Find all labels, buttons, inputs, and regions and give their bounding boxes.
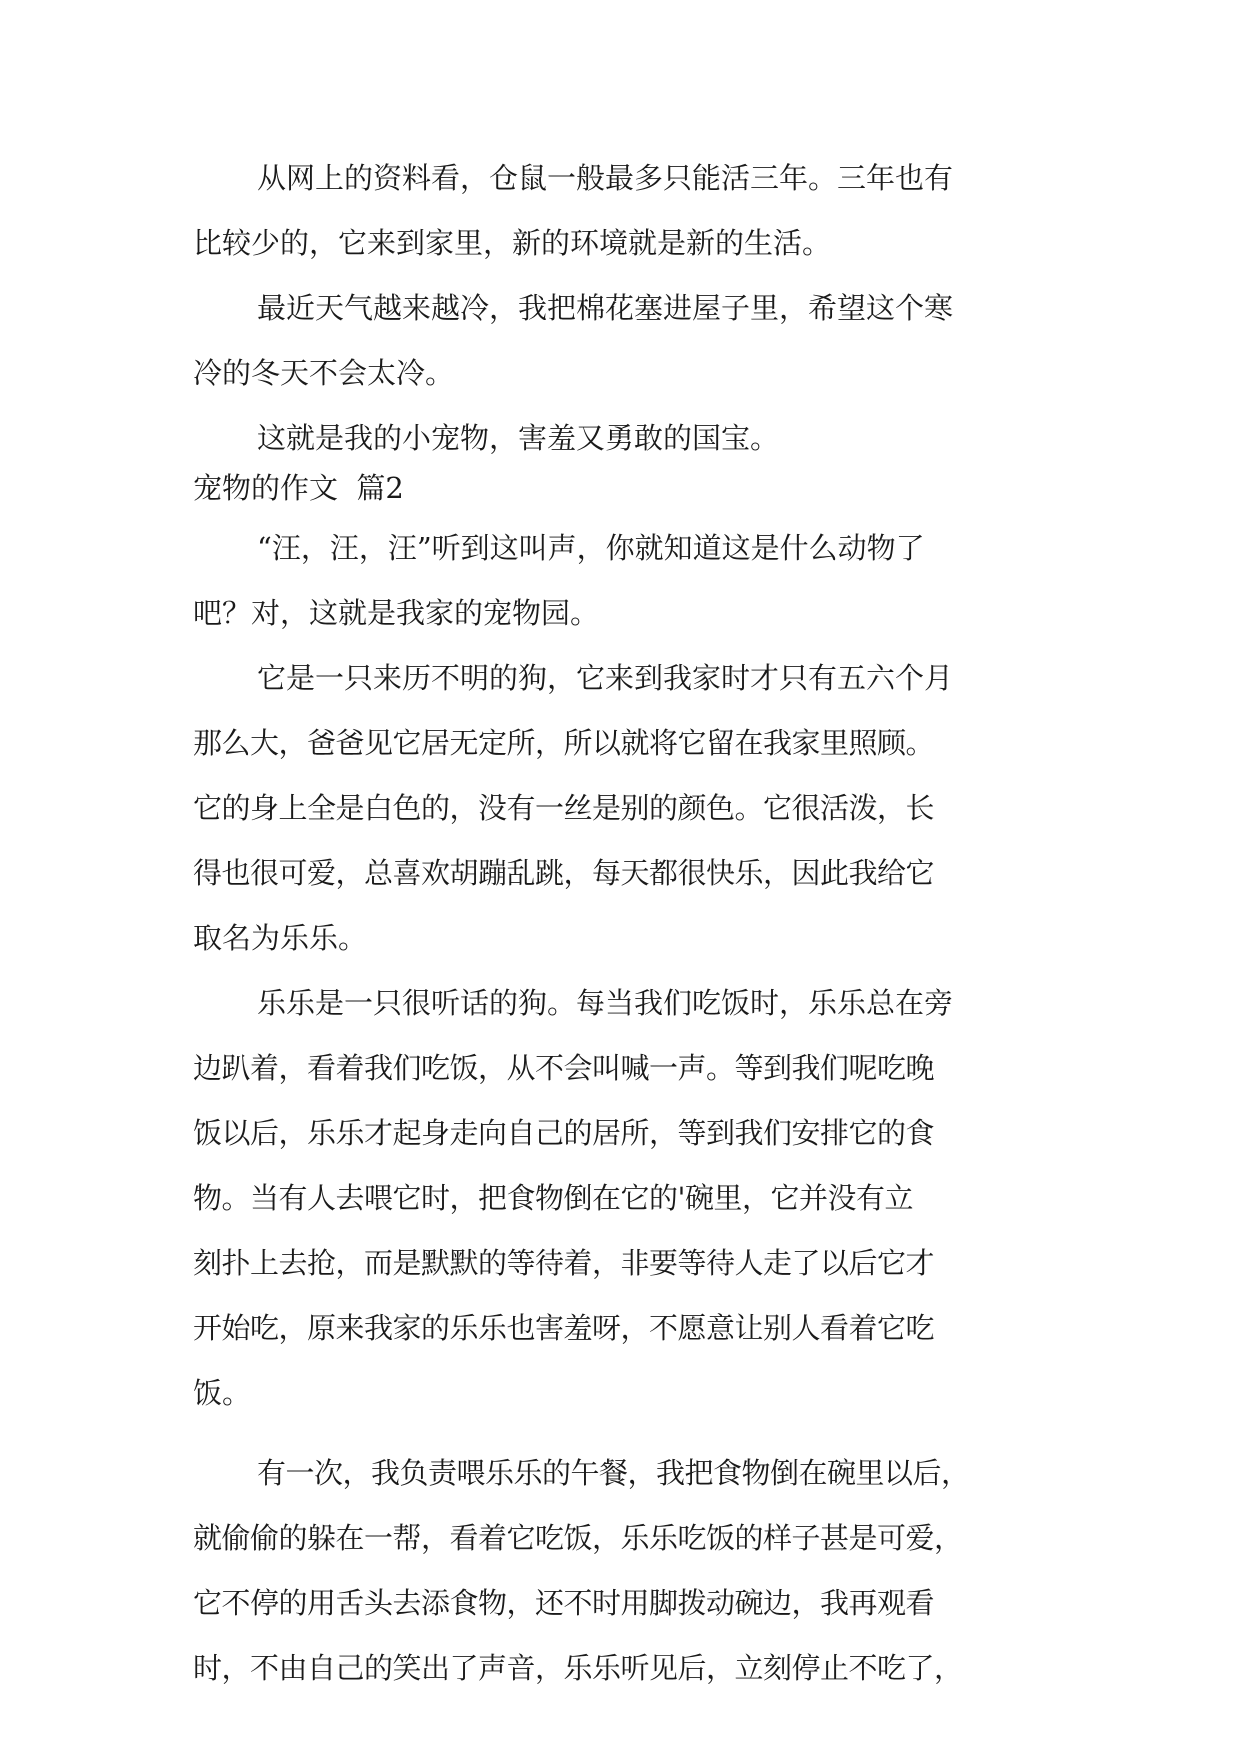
- text-line: 得也很可爱，总喜欢胡蹦乱跳，每天都很快乐，因此我给它: [193, 856, 935, 890]
- text-line: 取名为乐乐。: [193, 921, 368, 955]
- text-line: 它不停的用舌头去添食物，还不时用脚拨动碗边，我再观看: [193, 1586, 935, 1620]
- text-line: 饭以后，乐乐才起身走向自己的居所，等到我们安排它的食: [193, 1116, 935, 1150]
- text-line: 最近天气越来越冷，我把棉花塞进屋子里，希望这个寒: [257, 291, 954, 325]
- text-line: 就偷偷的躲在一帮，看着它吃饭，乐乐吃饭的样子甚是可爱，: [193, 1521, 963, 1555]
- text-line: 从网上的资料看，仓鼠一般最多只能活三年。三年也有: [257, 161, 954, 195]
- text-line: 时，不由自己的笑出了声音，乐乐听见后，立刻停止不吃了，: [193, 1651, 963, 1685]
- text-line: 它的身上全是白色的，没有一丝是别的颜色。它很活泼，长: [193, 791, 935, 825]
- text-line: “汪，汪，汪”听到这叫声，你就知道这是什么动物了: [257, 531, 925, 565]
- text-line: 物。当有人去喂它时，把食物倒在它的'碗里，它并没有立: [193, 1181, 913, 1215]
- text-line: 边趴着，看着我们吃饭，从不会叫喊一声。等到我们呢吃晚: [193, 1051, 935, 1085]
- text-line: 那么大，爸爸见它居无定所，所以就将它留在我家里照顾。: [193, 726, 935, 760]
- text-line: 冷的冬天不会太冷。: [193, 356, 455, 390]
- text-line: 有一次，我负责喂乐乐的午餐，我把食物倒在碗里以后，: [257, 1456, 970, 1490]
- text-line: 刻扑上去抢，而是默默的等待着，非要等待人走了以后它才: [193, 1246, 935, 1280]
- text-line: 吧？对，这就是我家的宠物园。: [193, 596, 600, 630]
- text-line: 这就是我的小宠物，害羞又勇敢的国宝。: [257, 421, 780, 455]
- text-line: 开始吃，原来我家的乐乐也害羞呀，不愿意让别人看着它吃: [193, 1311, 935, 1345]
- text-line: 比较少的，它来到家里，新的环境就是新的生活。: [193, 226, 832, 260]
- text-line: 饭。: [193, 1376, 252, 1410]
- section-heading: 宠物的作文 篇2: [193, 471, 404, 505]
- text-line: 乐乐是一只很听话的狗。每当我们吃饭时，乐乐总在旁: [257, 986, 954, 1020]
- text-line: 它是一只来历不明的狗，它来到我家时才只有五六个月: [257, 661, 954, 695]
- document-body: [193, 158, 1073, 1713]
